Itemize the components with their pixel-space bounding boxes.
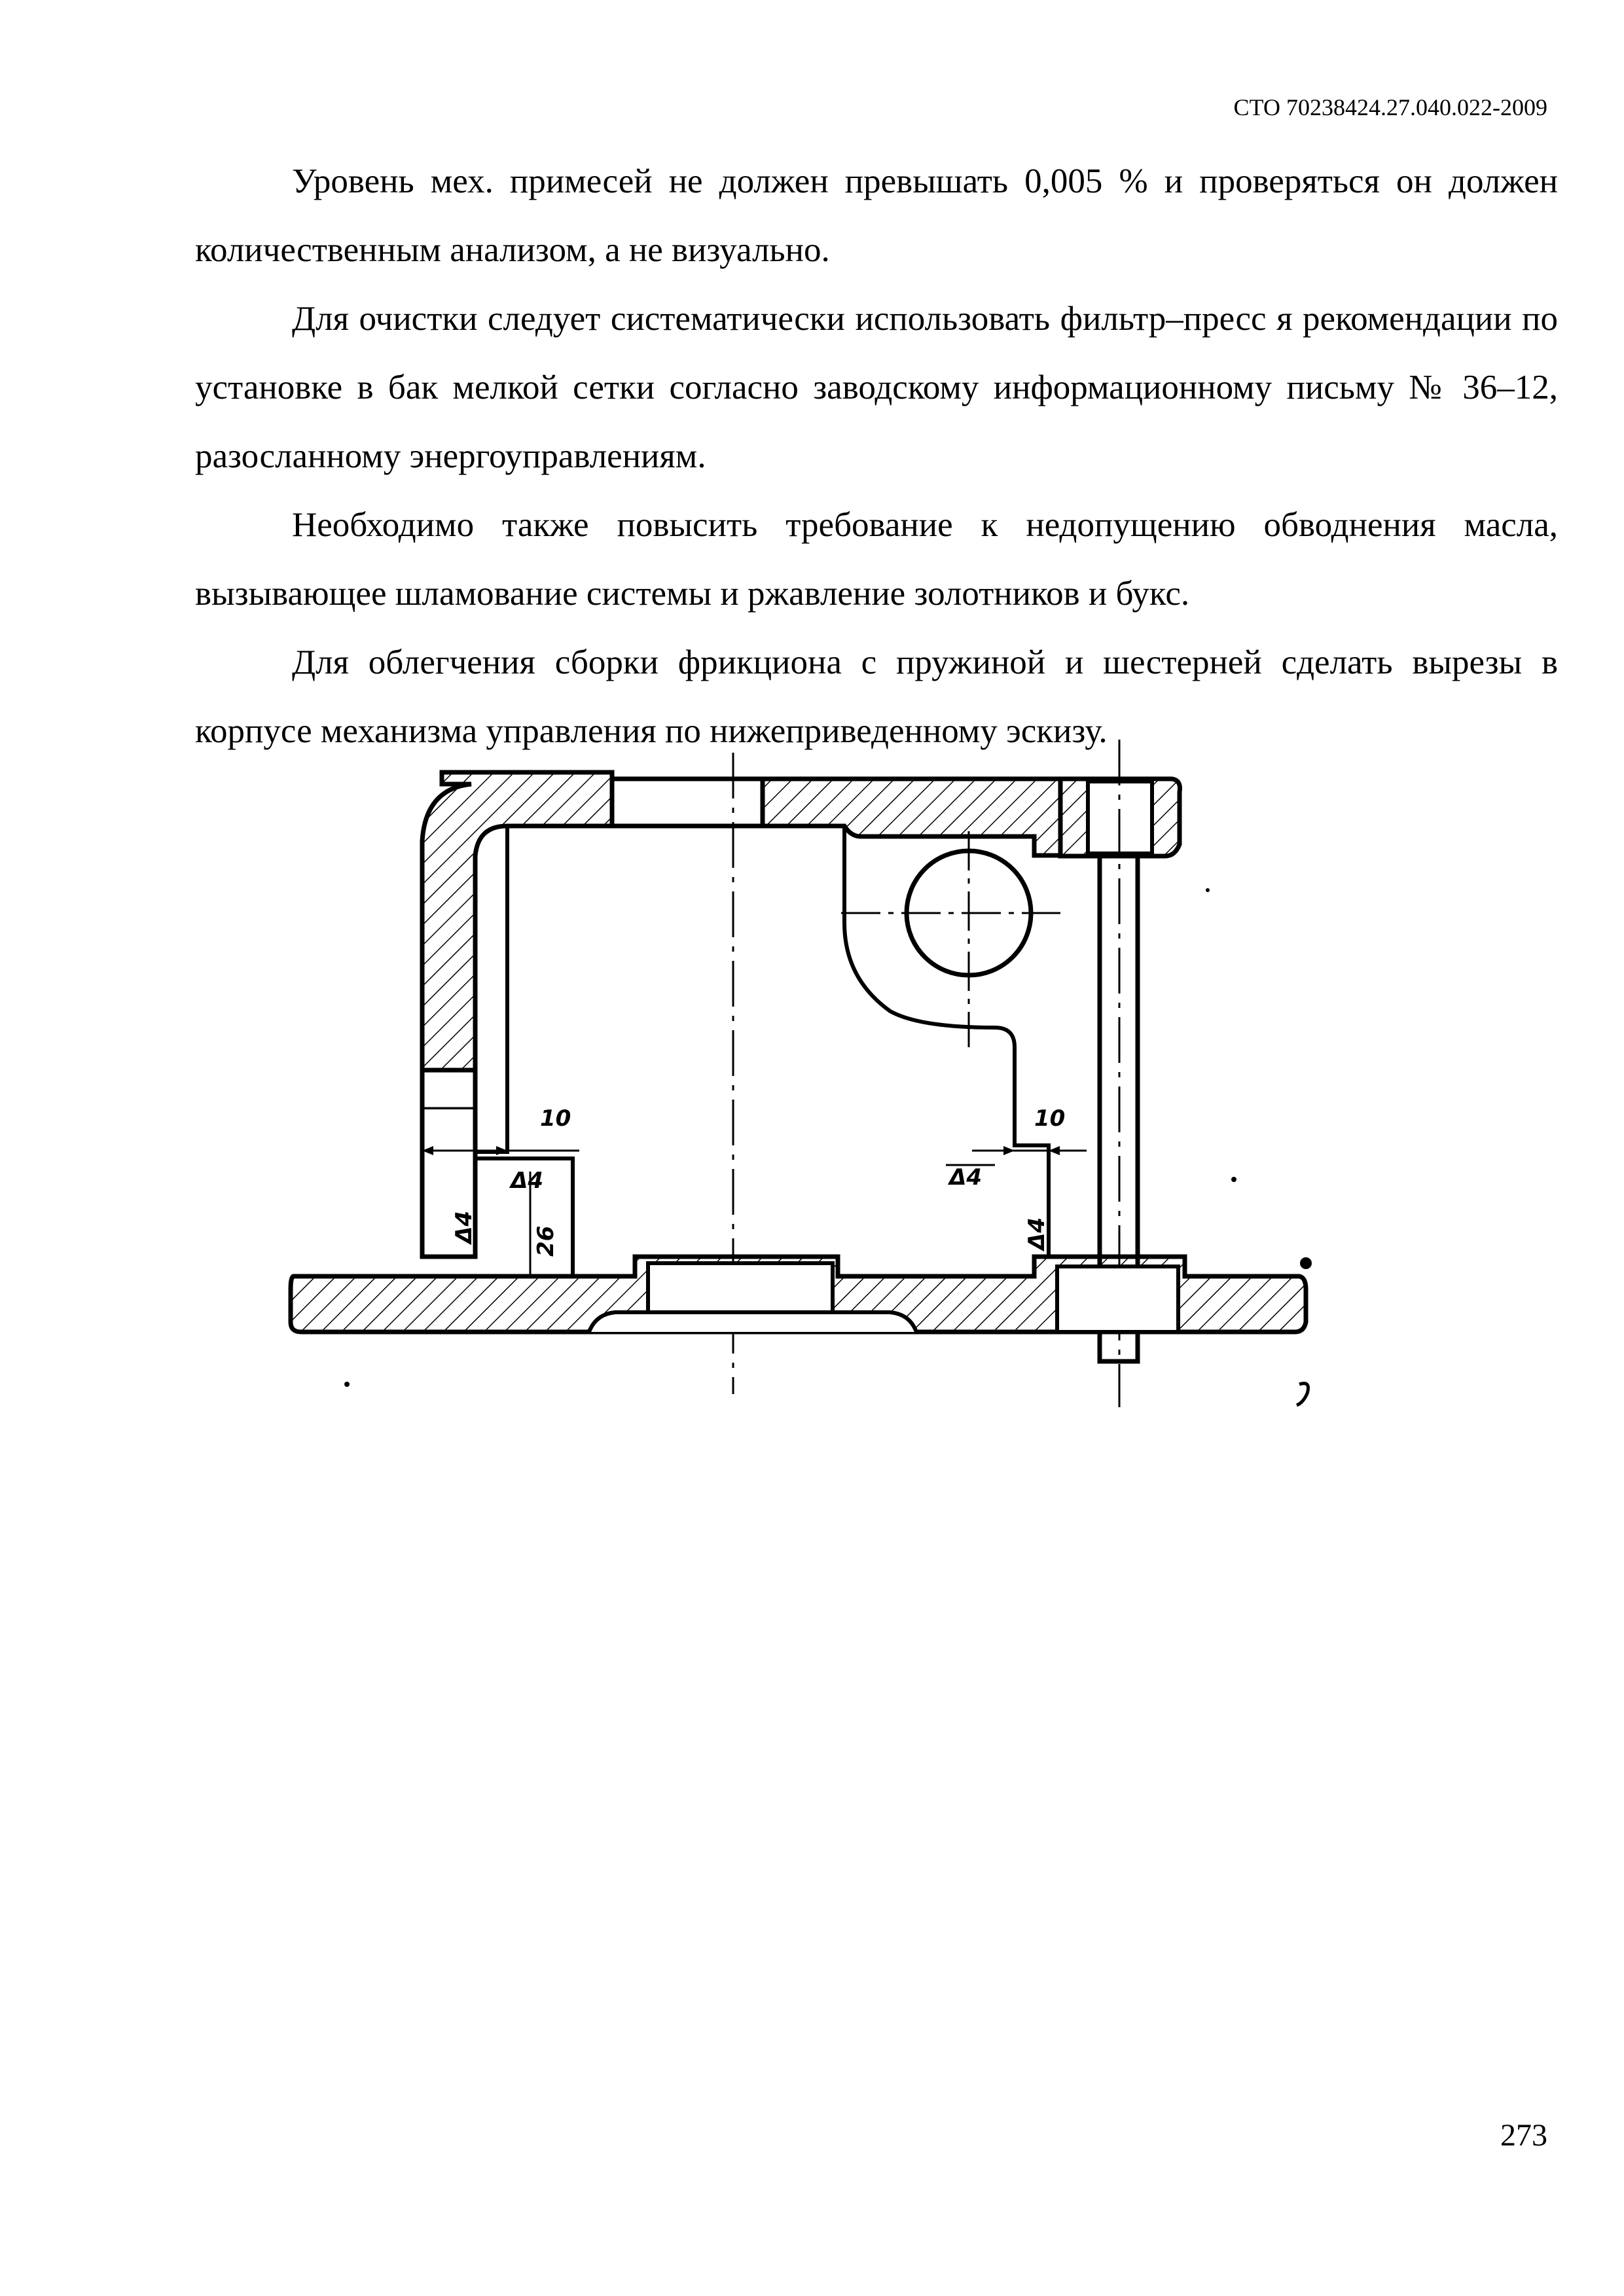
weld-left-horizontal-label: Δ4 — [511, 1168, 543, 1194]
body-text — [195, 147, 1558, 766]
weld-left-vertical-label: Δ4 — [451, 1211, 477, 1244]
paragraph-filter-press: Для очистки следует систематически использовать фильтр–пресс я рекомендации по установке в бак мелкой сетки согласно заводскому информационному письму № 36–12, разосланному энергоуправлениям. — [195, 300, 1558, 475]
paragraph-impurities: Уровень мех. примесей не должен превышать 0,005 % и проверяться он должен количественным анализом, а не визуально. — [195, 162, 1558, 269]
right-markings — [946, 1164, 1050, 1252]
document-code: СТО 70238424.27.040.022-2009 — [1233, 94, 1547, 120]
dimension-right-10 — [972, 1105, 1087, 1155]
page-number: 273 — [1500, 2118, 1547, 2153]
housing-sketch — [281, 740, 1316, 1420]
housing-top-wall-left — [422, 772, 612, 1070]
weld-right-vertical-label: Δ4 — [1024, 1217, 1050, 1250]
housing-circular-bore — [841, 831, 1060, 1047]
housing-sketch-drawing — [281, 740, 1316, 1420]
housing-top-wall-right — [763, 779, 1060, 855]
weld-right-horizontal-label: Δ4 — [949, 1164, 982, 1191]
paragraph-watering: Необходимо также повысить требование к недопущению обводнения масла, вызывающее шламование системы и ржавление золотников и букс. — [195, 506, 1558, 613]
paragraph-assembly: Для облегчения сборки фрикциона с пружиной и шестерней сделать вырезы в корпусе механизма управления по нижеприведенному эскизу. — [195, 643, 1558, 750]
dim-left-10-label: 10 — [540, 1105, 571, 1132]
housing-top-opening — [612, 779, 763, 826]
dim-26-label: 26 — [533, 1225, 559, 1257]
dim-right-10-label: 10 — [1034, 1105, 1066, 1132]
